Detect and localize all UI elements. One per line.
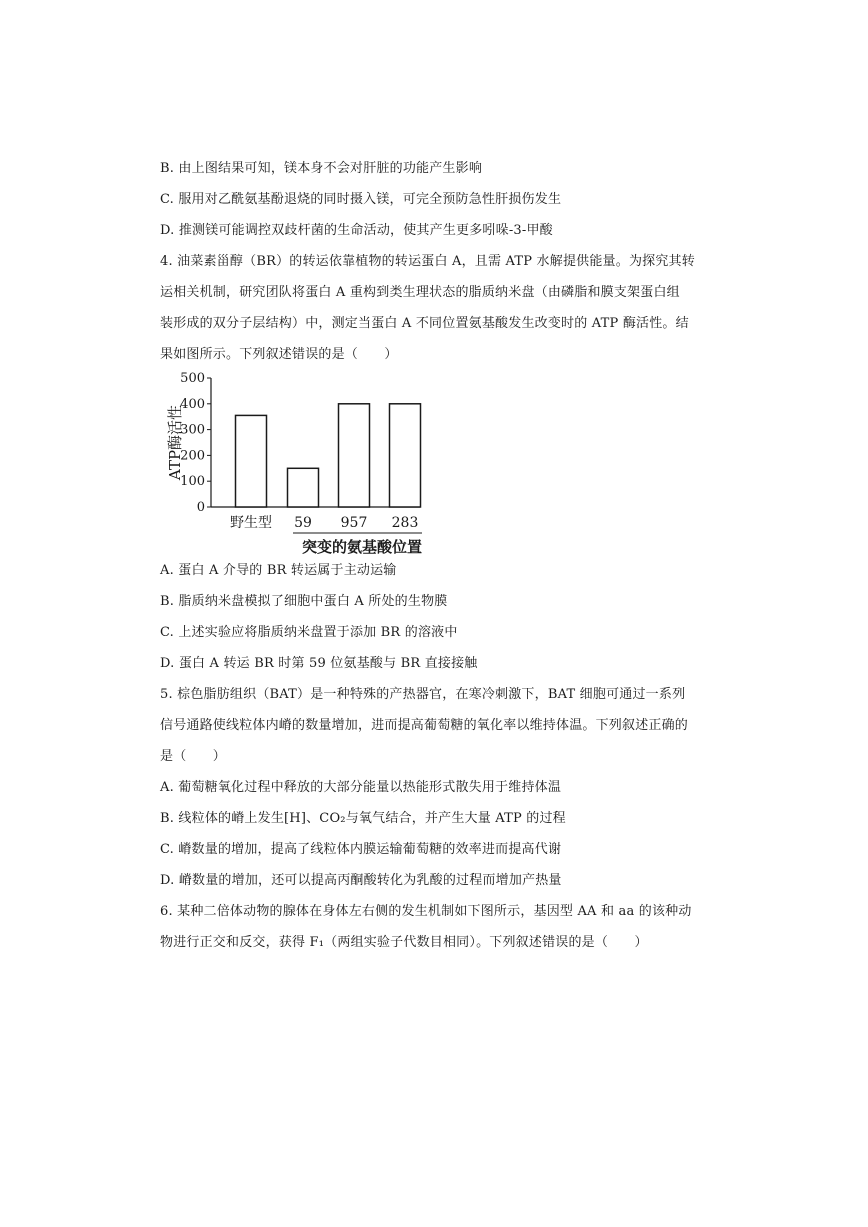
question-5-stem-line-2: 信号通路使线粒体内嵴的数量增加，进而提高葡萄糖的氧化率以维持体温。下列叙述正确的 [160, 718, 689, 733]
option-4d-text: D. 蛋白 A 转运 BR 时第 59 位氨基酸与 BR 直接接触 [160, 656, 478, 671]
option-3b-text: B. 由上图结果可知，镁本身不会对肝脏的功能产生影响 [160, 161, 483, 176]
x-axis-label: 突变的氨基酸位置 [301, 538, 423, 556]
x-category-label: 283 [391, 515, 419, 531]
y-tick-label: 400 [180, 396, 205, 412]
bar-3 [390, 404, 421, 507]
question-5-stem-line-1: 5. 棕色脂肪组织（BAT）是一种特殊的产热器官，在寒冷刺激下，BAT 细胞可通过一系列 [160, 687, 686, 702]
chart-svg [150, 368, 450, 560]
y-tick-label: 0 [196, 500, 205, 515]
option-5a-text: A. 葡萄糖氧化过程中释放的大部分能量以热能形式散失用于维持体温 [160, 780, 562, 795]
question-4-stem-line-1: 4. 油菜素甾醇（BR）的转运依靠植物的转运蛋白 A，且需 ATP 水解提供能量。为探究其转 [160, 254, 695, 269]
y-tick-label: 300 [180, 422, 205, 438]
option-4c-text: C. 上述实验应将脂质纳米盘置于添加 BR 的溶液中 [160, 625, 458, 640]
question-4-stem-line-2: 运相关机制，研究团队将蛋白 A 重构到类生理状态的脂质纳米盘（由磷脂和膜支架蛋白组 [160, 285, 680, 300]
y-axis-label: ATP酶活性 [166, 404, 184, 481]
option-4a-text: A. 蛋白 A 介导的 BR 转运属于主动运输 [160, 563, 397, 578]
x-category-label: 59 [294, 515, 312, 531]
question-5-stem-line-3: 是（ ） [160, 749, 227, 764]
y-tick-label: 500 [180, 371, 205, 386]
option-4b-text: B. 脂质纳米盘模拟了细胞中蛋白 A 所处的生物膜 [160, 594, 448, 609]
option-5b-text: B. 线粒体的嵴上发生[H]、CO₂与氧气结合，并产生大量 ATP 的过程 [160, 811, 566, 826]
bar-2 [339, 404, 370, 507]
option-5d-text: D. 嵴数量的增加，还可以提高丙酮酸转化为乳酸的过程而增加产热量 [160, 873, 562, 888]
x-category-label: 野生型 [230, 515, 272, 531]
option-3c-text: C. 服用对乙酰氨基酚退烧的同时摄入镁，可完全预防急性肝损伤发生 [160, 192, 562, 207]
atp-activity-bar-chart [150, 368, 450, 560]
option-5c-text: C. 嵴数量的增加，提高了线粒体内膜运输葡萄糖的效率进而提高代谢 [160, 842, 562, 857]
question-6-stem-line-2: 物进行正交和反交，获得 F₁（两组实验子代数目相同）。下列叙述错误的是（ ） [160, 935, 648, 950]
bar-0 [236, 415, 267, 507]
y-tick-label: 100 [180, 474, 205, 490]
question-6-stem-line-1: 6. 某种二倍体动物的腺体在身体左右侧的发生机制如下图所示，基因型 AA 和 aa 的该种动 [160, 904, 692, 919]
x-category-label: 957 [340, 515, 368, 531]
bar-1 [288, 468, 319, 507]
y-tick-label: 200 [180, 448, 205, 464]
option-3d-text: D. 推测镁可能调控双歧杆菌的生命活动，使其产生更多吲哚-3-甲酸 [160, 223, 553, 238]
question-4-stem-line-3: 装形成的双分子层结构）中，测定当蛋白 A 不同位置氨基酸发生改变时的 ATP 酶活性。结 [160, 316, 689, 331]
question-4-stem-line-4: 果如图所示。下列叙述错误的是（ ） [160, 347, 398, 362]
